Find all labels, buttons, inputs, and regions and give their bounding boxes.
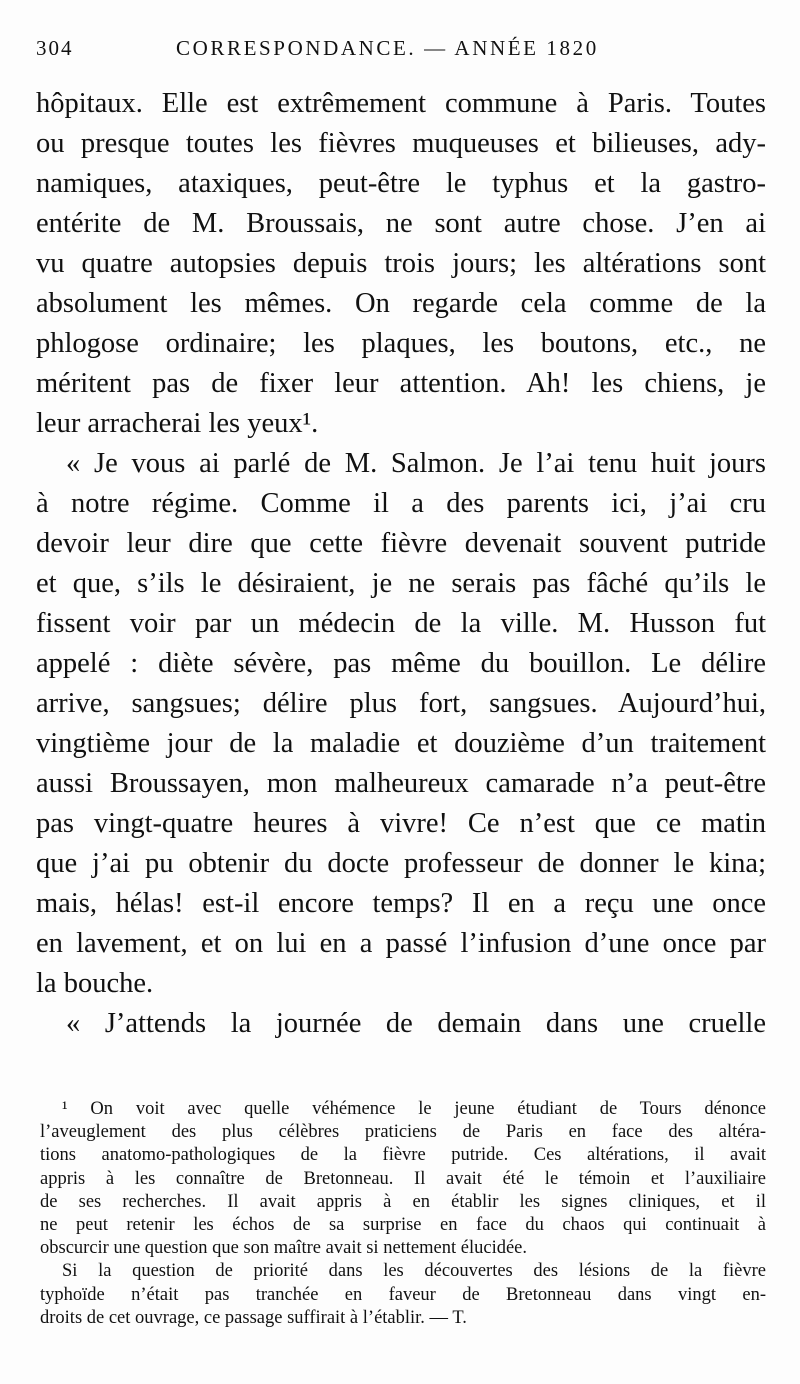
text-line: vu quatre autopsies depuis trois jours; les altérations sont xyxy=(36,248,766,279)
text-line: entérite de M. Broussais, ne sont autre chose. J’en ai xyxy=(36,208,766,239)
running-title: CORRESPONDANCE. — ANNÉE 1820 xyxy=(176,36,599,60)
text-line: vingtième jour de la maladie et douzième d’un traitement xyxy=(36,728,766,759)
text-line: leur arracherai les yeux¹. xyxy=(36,408,319,439)
footnote-line: typhoïde n’était pas tranchée en faveur de Bretonneau dans vingt en- xyxy=(40,1284,766,1305)
text-line: mais, hélas! est-il encore temps? Il en a reçu une once xyxy=(36,888,766,919)
body-text xyxy=(36,84,766,1044)
text-line: hôpitaux. Elle est extrêmement commune à Paris. Toutes xyxy=(36,88,766,119)
footnote-line: ne peut retenir les échos de sa surprise en face du chaos qui continuait à xyxy=(40,1214,766,1235)
footnote-line: appris à les connaître de Bretonneau. Il avait été le témoin et l’auxiliaire xyxy=(40,1168,766,1189)
footnote-line: de ses recherches. Il avait appris à en établir les signes cliniques, et il xyxy=(40,1191,766,1212)
text-line: et que, s’ils le désiraient, je ne serais pas fâché qu’ils le xyxy=(36,568,766,599)
text-line: devoir leur dire que cette fièvre devenait souvent putride xyxy=(36,528,766,559)
running-head xyxy=(36,36,766,64)
text-line: arrive, sangsues; délire plus fort, sangsues. Aujourd’hui, xyxy=(36,688,766,719)
footnote-line: ¹ On voit avec quelle véhémence le jeune étudiant de Tours dénonce xyxy=(62,1099,766,1119)
text-line: à notre régime. Comme il a des parents ici, j’ai cru xyxy=(36,488,766,519)
text-line: que j’ai pu obtenir du docte professeur de donner le kina; xyxy=(36,848,766,879)
text-line: fissent voir par un médecin de la ville. M. Husson fut xyxy=(36,608,766,639)
footnote-line: Si la question de priorité dans les découvertes des lésions de la fièvre xyxy=(62,1261,766,1282)
footnote-line: obscurcir une question que son maître avait si nettement élucidée. xyxy=(40,1238,528,1259)
text-line: la bouche. xyxy=(36,968,154,999)
footnote-line: droits de cet ouvrage, ce passage suffirait à l’établir. — T. xyxy=(40,1307,467,1328)
text-line: en lavement, et on lui en a passé l’infusion d’une once par xyxy=(36,928,766,959)
footnotes xyxy=(40,1098,766,1330)
text-line: appelé : diète sévère, pas même du bouillon. Le délire xyxy=(36,648,766,679)
text-line: méritent pas de fixer leur attention. Ah! les chiens, je xyxy=(36,368,766,399)
footnote-line: l’aveuglement des plus célèbres praticiens de Paris en face des altéra- xyxy=(40,1122,766,1143)
text-line: absolument les mêmes. On regarde cela comme de la xyxy=(36,288,766,319)
text-line: pas vingt-quatre heures à vivre! Ce n’est que ce matin xyxy=(36,808,766,839)
page-number: 304 xyxy=(36,36,74,60)
text-line: namiques, ataxiques, peut-être le typhus et la gastro- xyxy=(36,168,766,199)
text-line: aussi Broussayen, mon malheureux camarade n’a peut-être xyxy=(36,768,766,799)
footnote-line: tions anatomo-pathologiques de la fièvre putride. Ces altérations, il avait xyxy=(40,1145,766,1166)
text-line: phlogose ordinaire; les plaques, les boutons, etc., ne xyxy=(36,328,766,359)
text-line: « J’attends la journée de demain dans une cruelle xyxy=(66,1008,766,1039)
text-line: « Je vous ai parlé de M. Salmon. Je l’ai tenu huit jours xyxy=(66,448,766,479)
text-line: ou presque toutes les fièvres muqueuses et bilieuses, ady- xyxy=(36,128,766,159)
